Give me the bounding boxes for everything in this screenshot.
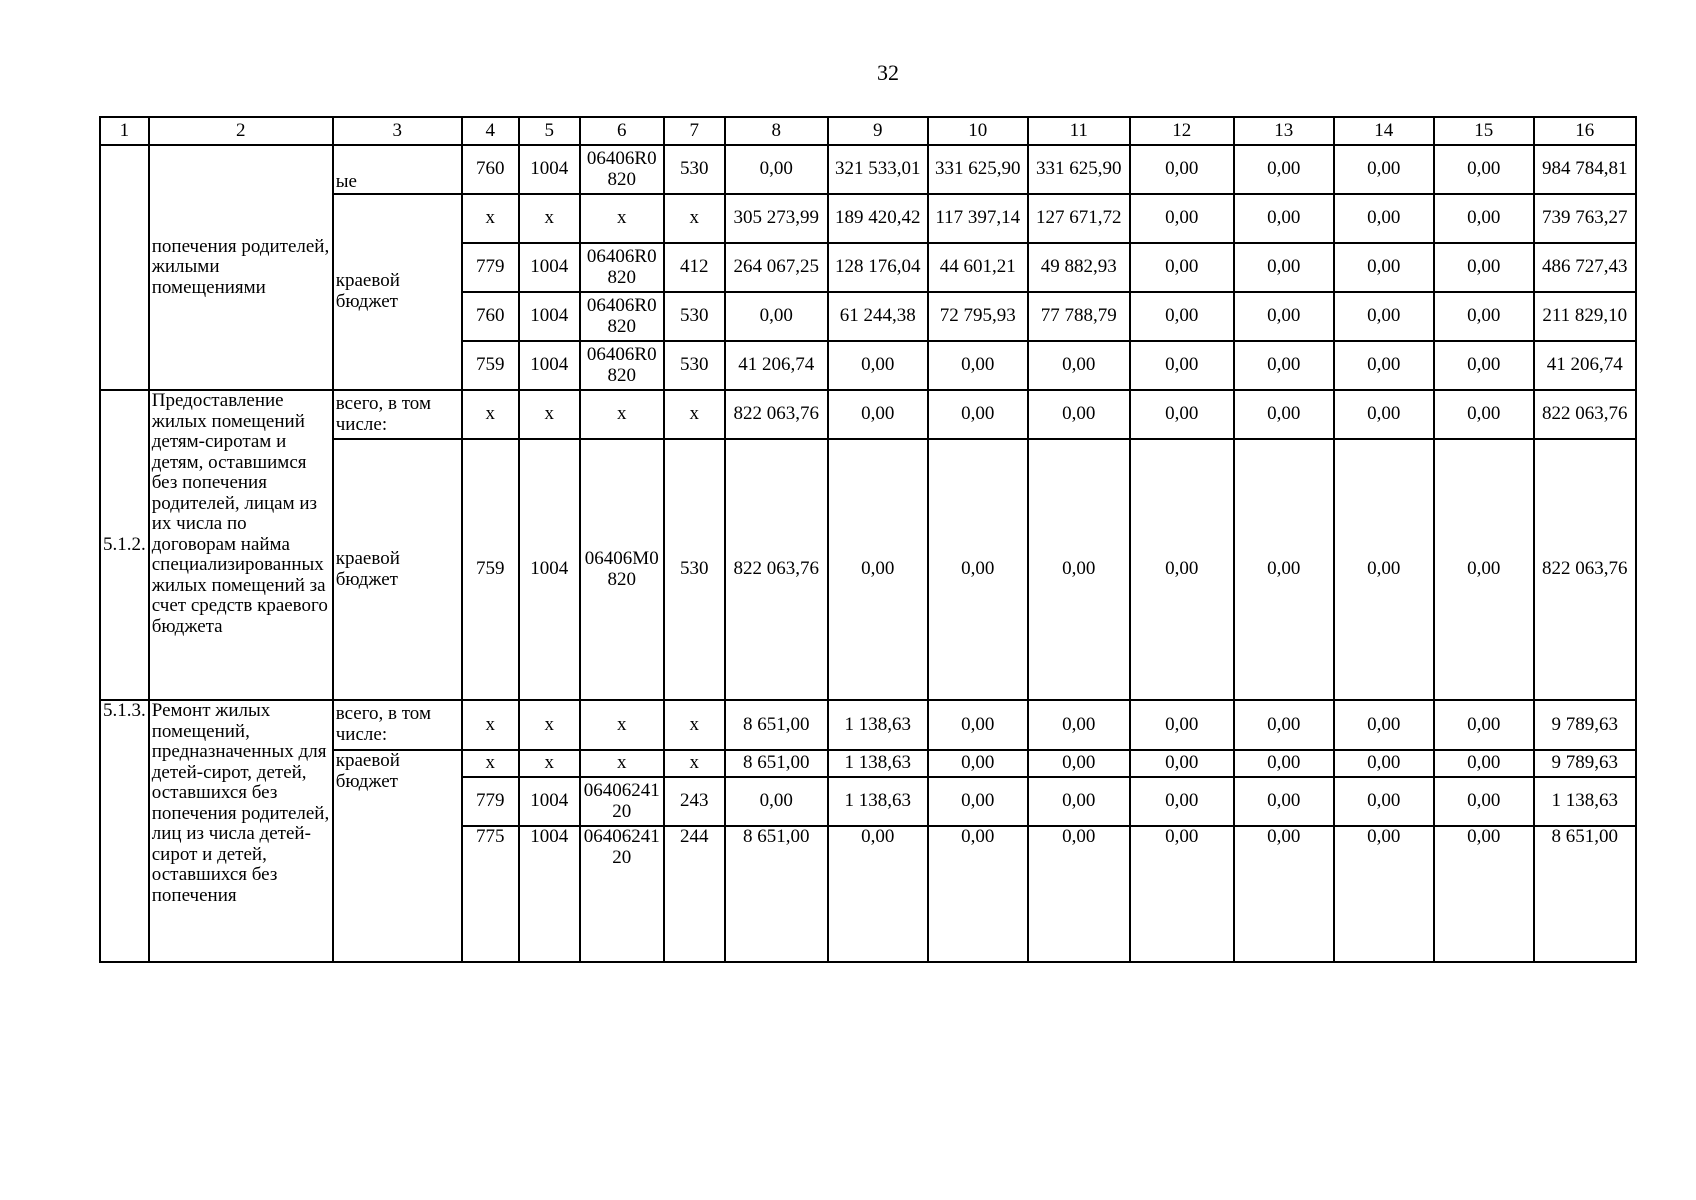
table-cell: 44 601,21 bbox=[928, 243, 1028, 292]
table-cell: 779 bbox=[462, 243, 519, 292]
table-row bbox=[100, 700, 1636, 750]
table-cell: 984 784,81 bbox=[1534, 145, 1636, 194]
table-cell: 0,00 bbox=[1130, 700, 1234, 750]
table-cell: x bbox=[580, 194, 664, 243]
column-header: 16 bbox=[1534, 117, 1636, 145]
source-cell: ые bbox=[333, 145, 462, 194]
table-row bbox=[100, 145, 1636, 194]
table-cell: 1004 bbox=[519, 826, 580, 962]
table-cell: 0,00 bbox=[1334, 439, 1434, 700]
table-cell: 486 727,43 bbox=[1534, 243, 1636, 292]
table-cell: x bbox=[664, 194, 725, 243]
table-cell: 0,00 bbox=[1334, 341, 1434, 390]
column-header: 13 bbox=[1234, 117, 1334, 145]
table-row bbox=[100, 117, 1636, 145]
table-cell: 0,00 bbox=[1434, 194, 1534, 243]
table-cell: 06406R0820 bbox=[580, 243, 664, 292]
table-cell: x bbox=[462, 194, 519, 243]
column-header: 6 bbox=[580, 117, 664, 145]
table-cell: 0,00 bbox=[1130, 439, 1234, 700]
row-number bbox=[100, 145, 149, 390]
table-cell: 0640624120 bbox=[580, 777, 664, 826]
row-name: Ремонт жилых помещений, предназначенных для детей-сирот, детей, оставшихся без попечения родителей, лиц из числа детей-сирот и детей, оставшихся без попечения bbox=[149, 700, 333, 962]
table-cell: 0,00 bbox=[1234, 341, 1334, 390]
table-cell: 0,00 bbox=[1334, 194, 1434, 243]
table-cell: 0,00 bbox=[1334, 243, 1434, 292]
table-cell: 0,00 bbox=[928, 700, 1028, 750]
table-cell: 0,00 bbox=[1028, 750, 1130, 777]
table-cell: 1004 bbox=[519, 145, 580, 194]
table-cell: 305 273,99 bbox=[725, 194, 828, 243]
table-cell: 0,00 bbox=[1234, 390, 1334, 439]
table-cell: 0,00 bbox=[828, 439, 928, 700]
table-cell: 0,00 bbox=[1130, 341, 1234, 390]
table-cell: x bbox=[519, 700, 580, 750]
page-number: 32 bbox=[877, 60, 899, 85]
table-cell: 211 829,10 bbox=[1534, 292, 1636, 341]
table-cell: 41 206,74 bbox=[725, 341, 828, 390]
table-cell: 264 067,25 bbox=[725, 243, 828, 292]
source-cell: всего, в том числе: bbox=[333, 390, 462, 439]
table-cell: 0,00 bbox=[1334, 750, 1434, 777]
table-cell: 1 138,63 bbox=[828, 700, 928, 750]
source-cell: краевой бюджет bbox=[333, 750, 462, 962]
source-cell: краевой бюджет bbox=[333, 439, 462, 700]
table-cell: 0,00 bbox=[1234, 145, 1334, 194]
table-cell: x bbox=[580, 750, 664, 777]
table-cell: 243 bbox=[664, 777, 725, 826]
table-cell: 06406R0820 bbox=[580, 341, 664, 390]
table-cell: 1 138,63 bbox=[1534, 777, 1636, 826]
table-row bbox=[100, 390, 1636, 439]
table-cell: 1 138,63 bbox=[828, 777, 928, 826]
table-cell: 0,00 bbox=[1234, 194, 1334, 243]
table-cell: 0,00 bbox=[928, 750, 1028, 777]
table-cell: 0,00 bbox=[1130, 292, 1234, 341]
table-cell: 0,00 bbox=[1130, 390, 1234, 439]
table-cell: 244 bbox=[664, 826, 725, 962]
table-cell: x bbox=[664, 750, 725, 777]
table-cell: 8 651,00 bbox=[725, 826, 828, 962]
table-cell: x bbox=[664, 700, 725, 750]
table-cell: 0,00 bbox=[1028, 341, 1130, 390]
table-cell: 0,00 bbox=[928, 777, 1028, 826]
column-header: 2 bbox=[149, 117, 333, 145]
table-cell: 0,00 bbox=[1130, 243, 1234, 292]
table-cell: 0,00 bbox=[1434, 700, 1534, 750]
source-cell: краевой бюджет bbox=[333, 194, 462, 390]
table-cell: 760 bbox=[462, 292, 519, 341]
table-cell: 0,00 bbox=[1334, 292, 1434, 341]
table-cell: 8 651,00 bbox=[725, 750, 828, 777]
table-cell: 530 bbox=[664, 439, 725, 700]
table-cell: 0,00 bbox=[928, 439, 1028, 700]
table-cell: 9 789,63 bbox=[1534, 700, 1636, 750]
column-header: 10 bbox=[928, 117, 1028, 145]
table-cell: 06406R0820 bbox=[580, 145, 664, 194]
table-cell: 0,00 bbox=[1434, 292, 1534, 341]
table-cell: 61 244,38 bbox=[828, 292, 928, 341]
table-cell: x bbox=[519, 194, 580, 243]
table-cell: 0,00 bbox=[1434, 243, 1534, 292]
column-header: 5 bbox=[519, 117, 580, 145]
row-number: 5.1.2. bbox=[100, 390, 149, 700]
table-cell: 1 138,63 bbox=[828, 750, 928, 777]
column-header: 1 bbox=[100, 117, 149, 145]
table-cell: 128 176,04 bbox=[828, 243, 928, 292]
table-cell: 321 533,01 bbox=[828, 145, 928, 194]
table-cell: x bbox=[462, 700, 519, 750]
table-cell: 0,00 bbox=[725, 292, 828, 341]
table-cell: x bbox=[519, 750, 580, 777]
table-cell: 530 bbox=[664, 341, 725, 390]
table-cell: 412 bbox=[664, 243, 725, 292]
table-cell: 9 789,63 bbox=[1534, 750, 1636, 777]
table-cell: 0,00 bbox=[1028, 777, 1130, 826]
row-number: 5.1.3. bbox=[100, 700, 149, 962]
table-cell: 0,00 bbox=[1234, 826, 1334, 962]
column-header: 4 bbox=[462, 117, 519, 145]
table-cell: 822 063,76 bbox=[725, 439, 828, 700]
column-header: 12 bbox=[1130, 117, 1234, 145]
table-cell: 1004 bbox=[519, 292, 580, 341]
table-cell: 0,00 bbox=[725, 777, 828, 826]
table-cell: 8 651,00 bbox=[1534, 826, 1636, 962]
table-cell: 72 795,93 bbox=[928, 292, 1028, 341]
table-cell: 760 bbox=[462, 145, 519, 194]
column-header: 9 bbox=[828, 117, 928, 145]
table-cell: 0,00 bbox=[1334, 390, 1434, 439]
table-cell: x bbox=[462, 750, 519, 777]
table-cell: x bbox=[462, 390, 519, 439]
table-cell: 0,00 bbox=[1434, 826, 1534, 962]
table-cell: 77 788,79 bbox=[1028, 292, 1130, 341]
table-cell: 0,00 bbox=[928, 341, 1028, 390]
column-header: 15 bbox=[1434, 117, 1534, 145]
table-cell: 49 882,93 bbox=[1028, 243, 1130, 292]
table-cell: 0,00 bbox=[1028, 390, 1130, 439]
table-cell: 0,00 bbox=[928, 390, 1028, 439]
table-cell: 189 420,42 bbox=[828, 194, 928, 243]
table-cell: 0,00 bbox=[1130, 145, 1234, 194]
table-cell: 0,00 bbox=[1334, 700, 1434, 750]
table-cell: 1004 bbox=[519, 341, 580, 390]
table-cell: 0,00 bbox=[1334, 777, 1434, 826]
table-cell: 331 625,90 bbox=[928, 145, 1028, 194]
table-cell: 0,00 bbox=[1028, 826, 1130, 962]
table-cell: 0,00 bbox=[828, 341, 928, 390]
table-cell: 0,00 bbox=[1434, 750, 1534, 777]
table-cell: x bbox=[580, 390, 664, 439]
column-header: 3 bbox=[333, 117, 462, 145]
table-cell: 0,00 bbox=[1434, 439, 1534, 700]
table-cell: 0,00 bbox=[1130, 194, 1234, 243]
table-cell: 0,00 bbox=[1234, 777, 1334, 826]
table-cell: x bbox=[580, 700, 664, 750]
table-cell: 0,00 bbox=[1334, 145, 1434, 194]
table-cell: 0,00 bbox=[828, 826, 928, 962]
table-cell: 0,00 bbox=[1130, 777, 1234, 826]
table-cell: 0,00 bbox=[1028, 439, 1130, 700]
table-cell: 0,00 bbox=[1234, 700, 1334, 750]
table-cell: x bbox=[664, 390, 725, 439]
table-cell: 06406R0820 bbox=[580, 292, 664, 341]
table-cell: 822 063,76 bbox=[1534, 439, 1636, 700]
table-cell: 1004 bbox=[519, 777, 580, 826]
source-cell: всего, в том числе: bbox=[333, 700, 462, 750]
table-cell: 779 bbox=[462, 777, 519, 826]
table-cell: 8 651,00 bbox=[725, 700, 828, 750]
table-cell: 759 bbox=[462, 341, 519, 390]
table-cell: 0,00 bbox=[1434, 341, 1534, 390]
table-cell: 0,00 bbox=[1234, 292, 1334, 341]
table-cell: 0,00 bbox=[1434, 390, 1534, 439]
table-cell: 759 bbox=[462, 439, 519, 700]
table-cell: 0,00 bbox=[1434, 145, 1534, 194]
table-cell: 530 bbox=[664, 145, 725, 194]
table-cell: 331 625,90 bbox=[1028, 145, 1130, 194]
row-name: Предоставление жилых помещений детям-сиротам и детям, оставшимся без попечения родителей, лицам из их числа по договорам найма специализированных жилых помещений за счет средств краевого бюджета bbox=[149, 390, 333, 700]
table-cell: 0,00 bbox=[1028, 700, 1130, 750]
table-cell: 0,00 bbox=[1434, 777, 1534, 826]
table-cell: 0,00 bbox=[1334, 826, 1434, 962]
table-cell: x bbox=[519, 390, 580, 439]
table-cell: 41 206,74 bbox=[1534, 341, 1636, 390]
column-header: 14 bbox=[1334, 117, 1434, 145]
table-cell: 0,00 bbox=[1130, 826, 1234, 962]
table-cell: 0,00 bbox=[1130, 750, 1234, 777]
table-cell: 739 763,27 bbox=[1534, 194, 1636, 243]
table-cell: 0,00 bbox=[928, 826, 1028, 962]
table-cell: 0,00 bbox=[725, 145, 828, 194]
column-header: 7 bbox=[664, 117, 725, 145]
table-cell: 1004 bbox=[519, 439, 580, 700]
column-header: 11 bbox=[1028, 117, 1130, 145]
column-header: 8 bbox=[725, 117, 828, 145]
table-cell: 1004 bbox=[519, 243, 580, 292]
table-cell: 0,00 bbox=[828, 390, 928, 439]
row-name: попечения родителей, жилыми помещениями bbox=[149, 145, 333, 390]
table-cell: 0,00 bbox=[1234, 243, 1334, 292]
table-cell: 06406M0820 bbox=[580, 439, 664, 700]
table-cell: 822 063,76 bbox=[1534, 390, 1636, 439]
table-cell: 0,00 bbox=[1234, 439, 1334, 700]
table-cell: 117 397,14 bbox=[928, 194, 1028, 243]
budget-table bbox=[99, 116, 1637, 963]
table-cell: 0640624120 bbox=[580, 826, 664, 962]
table-cell: 775 bbox=[462, 826, 519, 962]
table-cell: 530 bbox=[664, 292, 725, 341]
table-cell: 0,00 bbox=[1234, 750, 1334, 777]
table-cell: 127 671,72 bbox=[1028, 194, 1130, 243]
table-cell: 822 063,76 bbox=[725, 390, 828, 439]
